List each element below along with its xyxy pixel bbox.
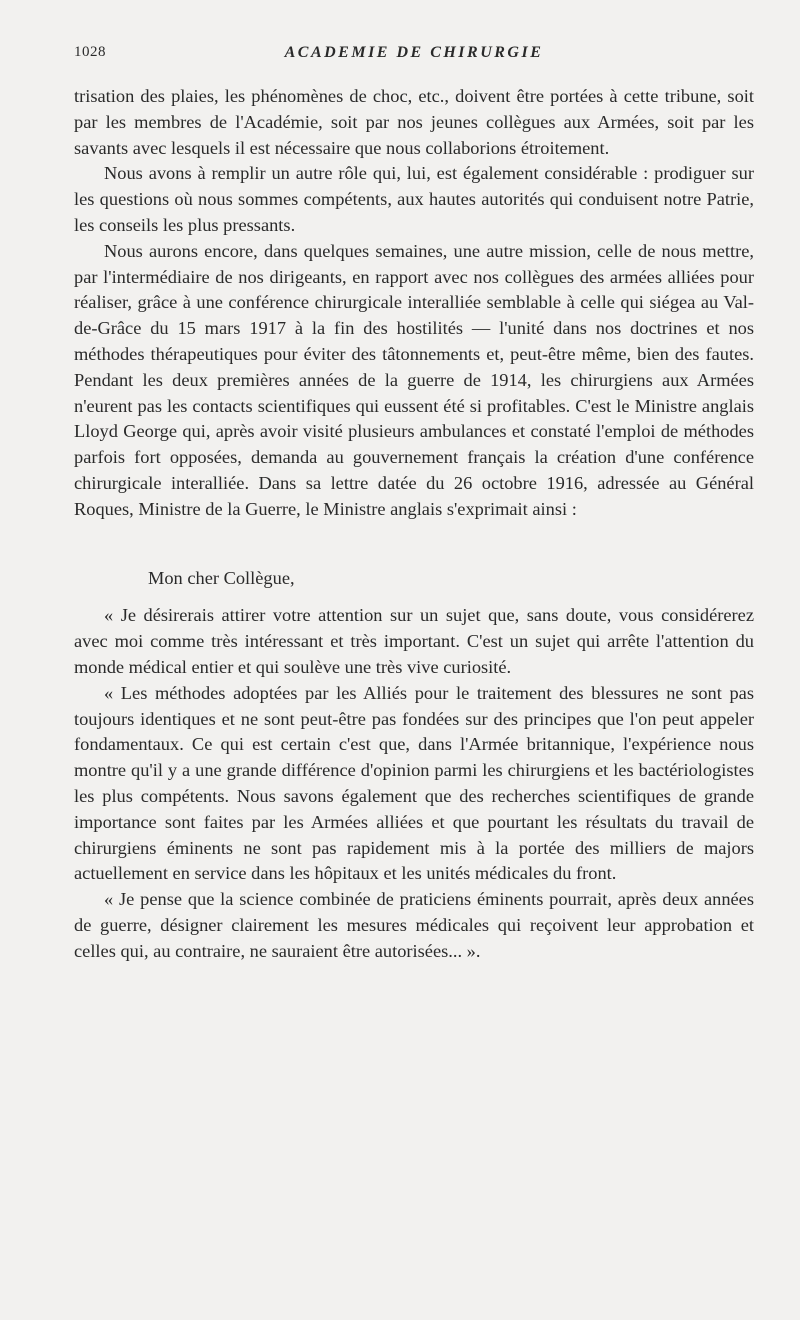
- paragraph-continued: trisation des plaies, les phénomènes de choc, etc., doivent être portées à cette tribune, soit par les membres de l'Académie, soit par nos jeunes collègues aux Armées, soit par les savants avec lesquels il est nécessaire que nous collaborions étroitement.: [74, 86, 754, 158]
- running-header: [74, 44, 754, 68]
- page-number: 1028: [74, 44, 106, 60]
- body-text: [74, 84, 754, 965]
- letter-salutation: Mon cher Collègue,: [148, 567, 295, 588]
- letter-paragraph: « Les méthodes adoptées par les Alliés pour le traitement des blessures ne sont pas toujours identiques et ne sont peut-être pas fondées sur des principes que l'on peut appeler fondamentaux. Ce qui est certain c'est que, dans l'Armée britannique, l'expérience nous montre qu'il y a une grande différence d'opinion parmi les chirurgiens et les bactériologistes les plus compétents. Nous savons également que des recherches scientifiques de grande importance sont faites par les Armées alliées et que pourtant les résultats du travail de chirurgiens éminents ne sont pas rapidement mis à la portée des milliers de majors actuellement en service dans les hôpitaux et les unités médicales du front.: [74, 682, 754, 884]
- paragraph: Nous avons à remplir un autre rôle qui, lui, est également considérable : prodiguer sur les questions où nous sommes compétents, aux hautes autorités qui conduisent notre Patrie, les conseils les plus pressants.: [74, 163, 754, 235]
- letter-paragraph: « Je désirerais attirer votre attention sur un sujet que, sans doute, vous considérerez avec moi comme très intéressant et très important. C'est un sujet qui arrête l'attention du monde médical entier et qui soulève une très vive curiosité.: [74, 605, 754, 677]
- paragraph: Nous aurons encore, dans quelques semaines, une autre mission, celle de nous mettre, par l'intermédiaire de nos dirigeants, en rapport avec nos collègues des armées alliées pour réaliser, grâce à une conférence chirurgicale interalliée semblable à celle qui siégea au Val-de-Grâce du 15 mars 1917 à la fin des hostilités — l'unité dans nos doctrines et nos méthodes thérapeutiques pour éviter des tâtonnements et, peut-être même, bien des fautes. Pendant les deux premières années de la guerre de 1914, les chirurgiens aux Armées n'eurent pas les contacts scientifiques qui eussent été si profitables. C'est le Ministre anglais Lloyd George qui, après avoir visité plusieurs ambulances et constaté l'emploi de méthodes parfois fort opposées, demanda au gouvernement français la création d'une conférence chirurgicale interalliée. Dans sa lettre datée du 26 octobre 1916, adressée au Général Roques, Ministre de la Guerre, le Ministre anglais s'exprimait ainsi :: [74, 240, 754, 519]
- letter-paragraph: « Je pense que la science combinée de praticiens éminents pourrait, après deux années de guerre, désigner clairement les mesures médicales qui reçoivent leur approbation et celles qui, au contraire, ne sauraient être autorisées... ».: [74, 889, 754, 961]
- journal-title: ACADEMIE DE CHIRURGIE: [284, 44, 544, 61]
